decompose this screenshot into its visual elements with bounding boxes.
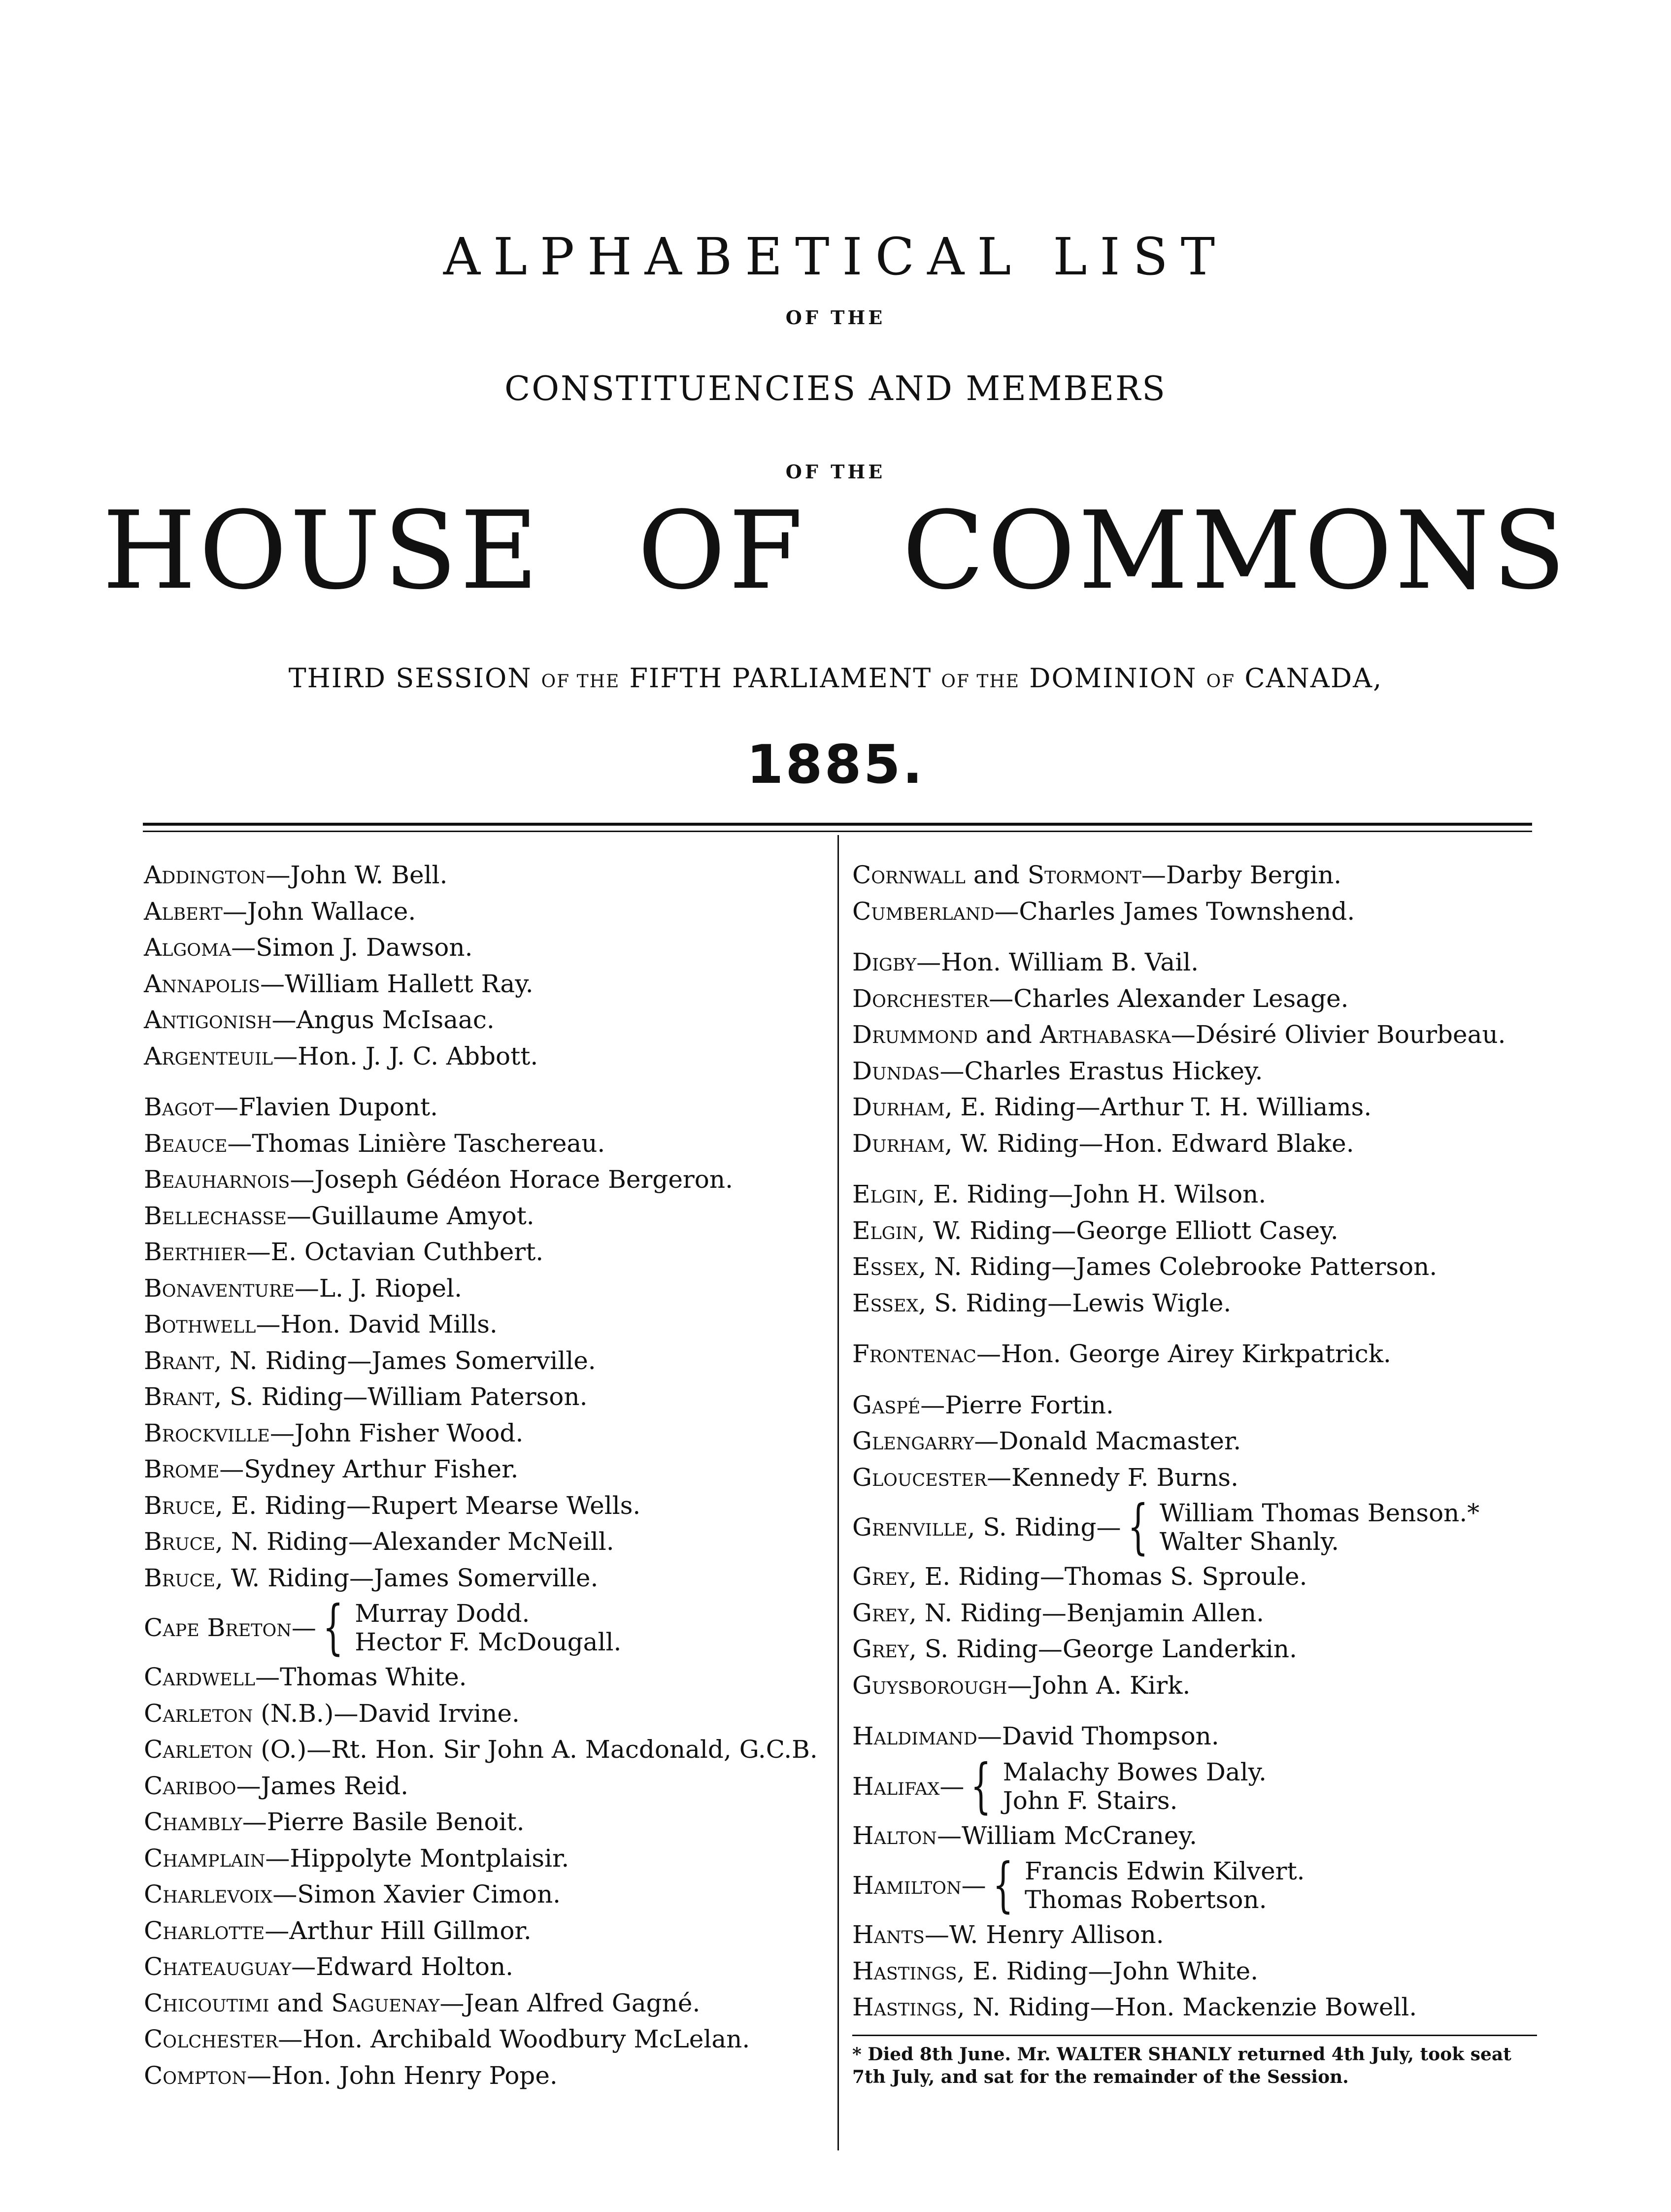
entry-text: and <box>978 1020 1040 1049</box>
entry-text-2: —Darby Bergin. <box>1141 861 1342 889</box>
constituency-name: Champlain <box>144 1843 266 1873</box>
constituency-entry <box>852 1089 1542 1126</box>
entry-text: —James Reid. <box>236 1771 409 1800</box>
constituency-name: Berthier <box>144 1238 246 1266</box>
constituency-name: Bagot <box>144 1093 214 1121</box>
constituency-entry <box>144 1696 829 1732</box>
entry-label <box>144 1613 319 1642</box>
constituency-name: Bruce <box>144 1491 215 1520</box>
constituency-name: Chicoutimi <box>144 1988 269 2017</box>
constituency-entry <box>852 1053 1542 1090</box>
constituency-entry <box>852 1851 1542 1919</box>
constituency-name: Dundas <box>852 1056 940 1085</box>
constituency-name: Cornwall <box>852 861 966 889</box>
constituency-name: Guysborough <box>852 1671 1007 1700</box>
entry-text: — <box>961 1871 986 1900</box>
session-part-c: DOMINION <box>1029 663 1197 694</box>
constituency-name: Glengarry <box>852 1427 974 1455</box>
constituency-name: Cardwell <box>144 1663 255 1691</box>
entry-text: —John Wallace. <box>222 897 416 926</box>
constituency-entry <box>144 1732 829 1768</box>
constituency-entry <box>852 894 1542 930</box>
session-of-3: OF <box>1206 671 1236 692</box>
constituency-entry <box>852 1493 1542 1561</box>
entry-text: —Thomas White. <box>255 1663 467 1691</box>
entry-text: , N. Riding—Alexander McNeill. <box>215 1527 614 1556</box>
constituency-entry <box>852 1989 1542 2026</box>
footnote <box>852 2043 1542 2088</box>
entry-text: —Guillaume Amyot. <box>286 1201 535 1230</box>
constituency-name: Dorchester <box>852 984 989 1013</box>
entry-text: and <box>965 861 1028 889</box>
entry-text: — <box>291 1613 316 1642</box>
entry-text: , S. Riding— <box>967 1513 1121 1542</box>
constituency-entry <box>144 1307 829 1343</box>
entry-text: —Simon J. Dawson. <box>231 933 473 962</box>
constituency-entry <box>852 1751 1542 1820</box>
member-name: Hector F. McDougall. <box>355 1628 622 1656</box>
constituency-entry <box>852 1213 1542 1249</box>
constituency-entry <box>852 1336 1542 1373</box>
entry-text: , W. Riding—Hon. Edward Blake. <box>944 1129 1354 1158</box>
entry-text: , S. Riding—Lewis Wigle. <box>918 1288 1232 1317</box>
member-name: William Thomas Benson.* <box>1159 1499 1480 1527</box>
entry-text: , N. Riding—James Colebrooke Patterson. <box>918 1252 1437 1281</box>
constituency-entry <box>852 1718 1542 1755</box>
constituency-name: Albert <box>144 897 223 926</box>
constituency-entry <box>852 1668 1542 1704</box>
constituency-name: Charlotte <box>144 1916 265 1945</box>
entry-text: — <box>939 1772 965 1801</box>
entry-text: —John A. Kirk. <box>1007 1671 1191 1700</box>
constituency-entry <box>144 1415 829 1452</box>
entry-text: , W. Riding—George Elliott Casey. <box>917 1216 1338 1245</box>
constituency-name: Digby <box>852 948 917 976</box>
entry-label <box>852 1871 989 1900</box>
constituency-entry <box>852 1176 1542 1213</box>
year-heading: 1885. <box>746 734 925 796</box>
constituency-name: Charlevoix <box>144 1880 273 1909</box>
entry-text: —Hon. J. J. C. Abbott. <box>273 1041 538 1071</box>
constituency-entry <box>852 857 1542 894</box>
constituency-name: Chambly <box>144 1808 242 1836</box>
entry-text: —David Thompson. <box>977 1722 1219 1750</box>
entry-text: —John Fisher Wood. <box>269 1418 524 1447</box>
member-names <box>1160 1499 1479 1556</box>
constituency-entry <box>144 1002 829 1039</box>
constituency-name: Grey <box>852 1635 909 1663</box>
constituency-entry <box>144 1271 829 1307</box>
constituency-name: Carleton <box>144 1735 253 1764</box>
constituency-name-2: Stormont <box>1027 861 1141 889</box>
constituency-name: Compton <box>144 2061 247 2090</box>
constituency-entry <box>144 894 829 930</box>
member-name: Walter Shanly. <box>1159 1527 1339 1556</box>
session-part-b: FIFTH PARLIAMENT <box>629 663 932 694</box>
entry-text: , E. Riding—Thomas S. Sproule. <box>908 1562 1307 1591</box>
entry-text: —Pierre Basile Benoit. <box>242 1808 525 1836</box>
constituency-entry <box>852 1917 1542 1953</box>
entry-text: , S. Riding—William Paterson. <box>214 1382 588 1411</box>
member-name: John F. Stairs. <box>1003 1786 1178 1815</box>
session-part-d: CANADA, <box>1244 663 1383 694</box>
constituency-entry <box>144 1162 829 1198</box>
entry-text: , E. Riding—John H. Wilson. <box>917 1180 1267 1208</box>
entry-text: —Joseph Gédéon Horace Bergeron. <box>290 1165 734 1194</box>
constituency-name-2: Arthabaska <box>1039 1020 1171 1049</box>
constituency-entry <box>144 1985 829 2022</box>
constituency-name: Beauce <box>144 1129 228 1158</box>
constituency-name: Bruce <box>144 1563 215 1592</box>
constituency-name: Argenteuil <box>144 1041 273 1071</box>
constituency-entry <box>144 1089 829 1126</box>
constituency-name: Elgin <box>852 1180 918 1208</box>
constituency-entry <box>144 1198 829 1235</box>
entry-text: , N. Riding—Hon. Mackenzie Bowell. <box>957 1993 1417 2021</box>
entry-text: (O.)—Rt. Hon. Sir John A. Macdonald, G.C.B. <box>253 1735 818 1764</box>
brace-icon: { <box>970 1751 992 1820</box>
constituency-name: Gloucester <box>852 1463 987 1492</box>
constituency-entry <box>144 1768 829 1805</box>
heading-alphabetical-list: ALPHABETICAL LIST <box>443 227 1228 287</box>
constituency-entry <box>144 1343 829 1379</box>
constituency-entry <box>144 1234 829 1271</box>
constituency-name: Brome <box>144 1455 220 1483</box>
footnote-line-1: * Died 8th June. Mr. WALTER SHANLY returned 4th July, took seat <box>852 2044 1511 2065</box>
constituency-entry <box>144 1949 829 1985</box>
entry-text: , E. Riding—Arthur T. H. Williams. <box>944 1093 1372 1121</box>
constituency-name: Brant <box>144 1346 214 1375</box>
entry-text: , E. Riding—John White. <box>957 1956 1259 1985</box>
constituency-entry <box>144 1659 829 1696</box>
constituency-entry <box>144 1488 829 1524</box>
constituency-name: Bellechasse <box>144 1201 287 1230</box>
entry-text: and <box>269 1988 332 2017</box>
entry-text-2: —Jean Alfred Gagné. <box>439 1988 701 2017</box>
member-name: Murray Dodd. <box>355 1599 530 1628</box>
constituency-entry <box>144 1524 829 1560</box>
constituency-name: Grenville <box>852 1513 968 1542</box>
constituency-entry <box>852 1387 1542 1424</box>
entry-text: , N. Riding—James Somerville. <box>214 1346 596 1375</box>
entry-text: —E. Octavian Cuthbert. <box>246 1238 544 1266</box>
entry-text: —Charles Alexander Lesage. <box>989 984 1349 1013</box>
constituency-name: Bothwell <box>144 1310 256 1339</box>
entry-text: —Hippolyte Montplaisir. <box>265 1843 569 1873</box>
constituency-entry <box>144 1593 829 1662</box>
constituency-name: Addington <box>144 861 266 889</box>
constituency-entry <box>852 1017 1542 1053</box>
constituency-name: Haldimand <box>852 1722 977 1750</box>
constituency-name: Colchester <box>144 2025 278 2053</box>
entry-text: , N. Riding—Benjamin Allen. <box>908 1598 1265 1627</box>
constituency-entry <box>852 944 1542 981</box>
constituency-entry <box>852 1460 1542 1496</box>
entry-text: —William McCraney. <box>936 1821 1197 1850</box>
constituency-name: Cumberland <box>852 897 995 926</box>
constituency-name: Beauharnois <box>144 1165 290 1194</box>
constituency-name: Durham <box>852 1093 945 1121</box>
session-part-a: THIRD SESSION <box>288 663 532 694</box>
entry-text: —Hon. David Mills. <box>256 1310 498 1339</box>
entry-text: —Charles Erastus Hickey. <box>939 1056 1263 1085</box>
constituency-entry <box>144 1451 829 1488</box>
constituency-name: Halton <box>852 1821 937 1850</box>
constituency-name: Hamilton <box>852 1871 962 1900</box>
member-name: Thomas Robertson. <box>1024 1885 1267 1914</box>
column-divider <box>837 835 839 2150</box>
entry-text: —William Hallett Ray. <box>260 969 534 998</box>
right-column <box>852 857 1542 2088</box>
constituency-name: Bruce <box>144 1527 215 1556</box>
constituency-name: Cariboo <box>144 1771 236 1800</box>
member-names <box>1025 1857 1305 1914</box>
constituency-name: Antigonish <box>144 1005 272 1034</box>
entry-text-2: —Désiré Olivier Bourbeau. <box>1170 1020 1506 1049</box>
constituency-entry <box>852 981 1542 1017</box>
constituency-entry <box>852 1595 1542 1632</box>
entry-text: —Hon. Archibald Woodbury McLelan. <box>278 2025 750 2053</box>
constituency-entry <box>852 1423 1542 1460</box>
constituency-entry <box>144 2058 829 2094</box>
member-names <box>1003 1758 1267 1815</box>
entry-text: —Flavien Dupont. <box>214 1093 438 1121</box>
constituency-entry <box>144 1841 829 1877</box>
member-names <box>355 1599 621 1656</box>
constituency-name: Hastings <box>852 1956 957 1985</box>
member-name: Francis Edwin Kilvert. <box>1024 1857 1305 1885</box>
constituency-name: Hants <box>852 1920 925 1949</box>
brace-icon: { <box>323 1593 344 1662</box>
double-rule-top <box>143 823 1532 826</box>
constituency-entry <box>852 1953 1542 1990</box>
heading-of-the-1: OF THE <box>785 306 886 329</box>
entry-text: —Thomas Linière Taschereau. <box>227 1129 605 1158</box>
session-of-2: OF THE <box>941 671 1020 692</box>
entry-text: —Hon. George Airey Kirkpatrick. <box>976 1340 1391 1368</box>
constituency-entry <box>144 930 829 966</box>
title-word-house: HOUSE <box>102 489 541 613</box>
constituency-entry <box>852 1126 1542 1162</box>
double-rule-bottom <box>143 831 1532 832</box>
footnote-line-2: 7th July, and sat for the remainder of the Session. <box>852 2066 1349 2087</box>
session-of-1: OF THE <box>541 671 620 692</box>
entry-text: , W. Riding—James Somerville. <box>215 1563 599 1592</box>
entry-text: —Simon Xavier Cimon. <box>272 1880 561 1909</box>
constituency-entry <box>144 1560 829 1597</box>
entry-text: —Sydney Arthur Fisher. <box>219 1455 519 1483</box>
constituency-name: Carleton <box>144 1699 253 1728</box>
right-column-entries <box>852 857 1542 2026</box>
constituency-name: Cape Breton <box>144 1613 292 1642</box>
constituency-entry <box>144 1039 829 1075</box>
heading-constituencies: CONSTITUENCIES AND MEMBERS <box>504 369 1167 408</box>
constituency-name: Elgin <box>852 1216 918 1245</box>
heading-of-the-2: OF THE <box>785 461 886 483</box>
entry-text: —John W. Bell. <box>266 861 448 889</box>
constituency-name: Bonaventure <box>144 1274 295 1303</box>
constituency-entry <box>144 1913 829 1949</box>
constituency-entry <box>144 1804 829 1841</box>
constituency-name: Brockville <box>144 1418 270 1447</box>
entry-text: —Edward Holton. <box>291 1952 514 1981</box>
constituency-name: Halifax <box>852 1772 940 1801</box>
heading-house-of-commons <box>0 489 1671 613</box>
entry-text: —Kennedy F. Burns. <box>986 1463 1238 1492</box>
entry-text: , E. Riding—Rupert Mearse Wells. <box>215 1491 641 1520</box>
constituency-entry <box>144 857 829 894</box>
constituency-entry <box>852 1818 1542 1854</box>
constituency-entry <box>144 2021 829 2058</box>
entry-text: —Pierre Fortin. <box>920 1390 1114 1419</box>
entry-text: , S. Riding—George Landerkin. <box>908 1635 1297 1663</box>
entry-label <box>852 1513 1124 1542</box>
constituency-entry <box>852 1285 1542 1322</box>
entry-text: —Hon. John Henry Pope. <box>247 2061 558 2090</box>
entry-text: (N.B.)—David Irvine. <box>253 1699 520 1728</box>
constituency-name: Essex <box>852 1252 919 1281</box>
constituency-entry <box>144 1379 829 1415</box>
footnote-rule <box>852 2035 1537 2036</box>
constituency-name: Algoma <box>144 933 232 962</box>
brace-icon: { <box>992 1851 1013 1919</box>
constituency-entry <box>852 1631 1542 1668</box>
constituency-name: Annapolis <box>144 969 260 998</box>
left-column <box>144 857 829 2094</box>
constituency-name: Durham <box>852 1129 945 1158</box>
constituency-entry <box>852 1559 1542 1595</box>
entry-text: —Angus McIsaac. <box>271 1005 495 1034</box>
constituency-name: Gaspé <box>852 1390 921 1419</box>
constituency-name-2: Saguenay <box>331 1988 440 2017</box>
constituency-name: Grey <box>852 1562 909 1591</box>
entry-text: —Charles James Townshend. <box>994 897 1355 926</box>
constituency-name: Drummond <box>852 1020 978 1049</box>
session-line <box>0 663 1671 694</box>
constituency-name: Grey <box>852 1598 909 1627</box>
brace-icon: { <box>1127 1493 1148 1561</box>
constituency-entry <box>144 1126 829 1162</box>
entry-label <box>852 1772 967 1801</box>
entry-text: —Donald Macmaster. <box>974 1427 1241 1455</box>
entry-text: —W. Henry Allison. <box>924 1920 1164 1949</box>
entry-text: —Hon. William B. Vail. <box>916 948 1199 976</box>
member-name: Malachy Bowes Daly. <box>1003 1757 1267 1786</box>
title-word-commons: COMMONS <box>902 489 1569 613</box>
title-word-of: OF <box>637 489 806 613</box>
entry-text: —Arthur Hill Gillmor. <box>265 1916 532 1945</box>
constituency-name: Frontenac <box>852 1340 976 1368</box>
constituency-entry <box>852 1249 1542 1285</box>
constituency-name: Brant <box>144 1382 214 1411</box>
entry-text: —L. J. Riopel. <box>294 1274 462 1303</box>
constituency-entry <box>144 1877 829 1913</box>
constituency-name: Hastings <box>852 1993 957 2021</box>
constituency-entry <box>144 966 829 1003</box>
constituency-name: Chateauguay <box>144 1952 292 1981</box>
constituency-name: Essex <box>852 1288 919 1317</box>
